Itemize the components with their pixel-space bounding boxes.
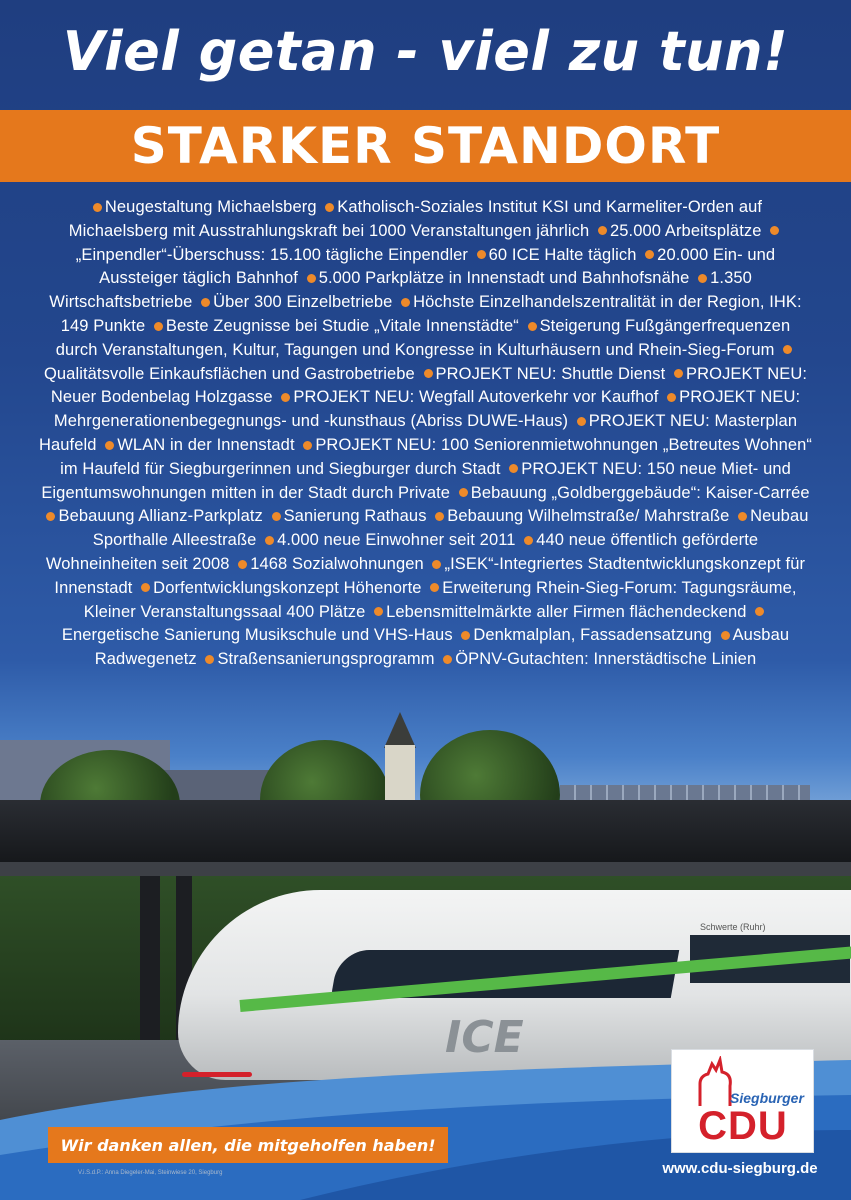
list-item bbox=[268, 507, 427, 525]
orange-bullet-icon bbox=[272, 512, 281, 521]
list-item bbox=[455, 484, 810, 502]
orange-bullet-icon bbox=[154, 322, 163, 331]
list-item-text: Über 300 Einzelbetriebe bbox=[213, 293, 393, 312]
list-item-text: WLAN in der Innenstadt bbox=[117, 435, 295, 454]
orange-bullet-icon bbox=[577, 417, 586, 426]
orange-bullet-icon bbox=[432, 560, 441, 569]
list-item-text: Höchste Einzelhandelszentralität in der Region, IHK: 149 Punkte bbox=[60, 293, 802, 335]
list-item-text: Qualitätsvolle Einkaufsflächen und Gastrobetriebe bbox=[43, 364, 415, 383]
headline: Viel getan - viel zu tun! bbox=[62, 20, 789, 83]
orange-bullet-icon bbox=[303, 441, 312, 450]
achievement-list bbox=[38, 196, 813, 672]
website-url: www.cdu-siegburg.de bbox=[662, 1160, 818, 1177]
list-item-text: Lebensmittelmärkte aller Firmen flächendeckend bbox=[386, 602, 747, 621]
list-item-text: Ausbau Radwegenetz bbox=[94, 626, 790, 669]
list-item-text: 1.350 Wirtschaftsbetriebe bbox=[49, 269, 752, 312]
orange-bullet-icon bbox=[755, 607, 764, 616]
logo-cdu: CDU bbox=[698, 1104, 788, 1148]
list-item bbox=[101, 436, 294, 454]
list-item-text: Erweiterung Rhein-Sieg-Forum: Tagungsräume, Kleiner Veranstaltungssaal 400 Plätze bbox=[83, 578, 797, 621]
orange-bullet-icon bbox=[698, 274, 707, 283]
list-item bbox=[42, 507, 262, 525]
orange-bullet-icon bbox=[424, 369, 433, 378]
cdu-logo bbox=[671, 1049, 814, 1153]
platform-roof bbox=[0, 800, 851, 862]
orange-bullet-icon bbox=[307, 274, 316, 283]
orange-bullet-icon bbox=[435, 512, 444, 521]
list-item-text: ÖPNV-Gutachten: Innerstädtische Linien bbox=[455, 650, 757, 669]
orange-bullet-icon bbox=[443, 655, 452, 664]
list-item bbox=[89, 198, 317, 216]
list-item bbox=[234, 555, 424, 573]
list-item-text: Straßensanierungsprogramm bbox=[217, 650, 435, 669]
list-item bbox=[201, 650, 434, 668]
orange-bullet-icon bbox=[459, 488, 468, 497]
list-item-text: 4.000 neue Einwohner seit 2011 bbox=[277, 531, 516, 550]
list-item-text: Beste Zeugnisse bei Studie „Vitale Innenstädte“ bbox=[165, 316, 519, 335]
list-item-text: 25.000 Arbeitsplätze bbox=[610, 221, 762, 240]
orange-bullet-icon bbox=[738, 512, 747, 521]
orange-bullet-icon bbox=[524, 536, 533, 545]
list-item-text: PROJEKT NEU: 150 neue Miet- und Eigentumswohnungen mitten in der Stadt durch Private bbox=[41, 459, 791, 502]
orange-bullet-icon bbox=[528, 322, 537, 331]
list-item-text: 1468 Sozialwohnungen bbox=[250, 554, 424, 573]
list-item-text: PROJEKT NEU: Masterplan Haufeld bbox=[38, 412, 798, 454]
list-item-text: Steigerung Fußgängerfrequenzen durch Veranstaltungen, Kultur, Tagungen und Kongresse in Kulturhäusern und Rhein-Sieg-Forum bbox=[55, 316, 791, 359]
church-tower-roof bbox=[384, 712, 416, 748]
orange-bullet-icon bbox=[401, 298, 410, 307]
list-item-text: PROJEKT NEU: 100 Seniorenmietwohnungen „Betreutes Wohnen“ im Haufeld für Siegburgerinnen und Siegburger durch Stadt bbox=[60, 435, 813, 478]
orange-bullet-icon bbox=[374, 607, 383, 616]
list-item bbox=[370, 603, 746, 621]
orange-bullet-icon bbox=[598, 226, 607, 235]
list-item-text: Bebauung „Goldberggebäude“: Kaiser-Carrée bbox=[470, 483, 810, 502]
orange-bullet-icon bbox=[721, 631, 730, 640]
logo-siegburger: Siegburger bbox=[730, 1090, 804, 1106]
list-item bbox=[303, 269, 690, 287]
list-item bbox=[420, 365, 666, 383]
list-item bbox=[261, 531, 515, 549]
platform-roof-edge bbox=[0, 862, 851, 876]
list-item-text: PROJEKT NEU: Shuttle Dienst bbox=[435, 364, 666, 383]
title-banner bbox=[0, 110, 851, 182]
list-item-text: 440 neue öffentlich geförderte Wohneinheiten seit 2008 bbox=[45, 531, 759, 573]
train-destination: Schwerte (Ruhr) bbox=[700, 922, 766, 932]
imprint: V.i.S.d.P.: Anna Diegeler-Mai, Steinwiese 20, Siegburg bbox=[78, 1170, 223, 1176]
thanks-banner bbox=[48, 1127, 448, 1163]
list-item bbox=[439, 650, 756, 668]
orange-bullet-icon bbox=[325, 203, 334, 212]
orange-bullet-icon bbox=[477, 250, 486, 259]
list-item-text: „Einpendler“-Überschuss: 15.100 tägliche Einpendler bbox=[75, 245, 468, 264]
orange-bullet-icon bbox=[430, 583, 439, 592]
list-item bbox=[197, 293, 392, 311]
orange-bullet-icon bbox=[205, 655, 214, 664]
list-item bbox=[137, 579, 421, 597]
list-item bbox=[473, 246, 637, 264]
orange-bullet-icon bbox=[93, 203, 102, 212]
banner-title: STARKER STANDORT bbox=[130, 117, 721, 175]
list-item-text: PROJEKT NEU: Mehrgenerationenbegegnungs- und -kunsthaus (Abriss DUWE-Haus) bbox=[53, 388, 801, 431]
list-item bbox=[277, 388, 658, 406]
list-item-text: PROJEKT NEU: Wegfall Autoverkehr vor Kaufhof bbox=[293, 388, 659, 407]
list-item-text: Bebauung Wilhelmstraße/ Mahrstraße bbox=[447, 507, 730, 526]
orange-bullet-icon bbox=[46, 512, 55, 521]
orange-bullet-icon bbox=[674, 369, 683, 378]
list-item-text: Neubau Sporthalle Alleestraße bbox=[92, 507, 809, 550]
list-item-text: 20.000 Ein- und Aussteiger täglich Bahnhof bbox=[99, 245, 776, 288]
list-item-text: Denkmalplan, Fassadensatzung bbox=[473, 626, 712, 645]
orange-bullet-icon bbox=[667, 393, 676, 402]
list-item-text: Sanierung Rathaus bbox=[283, 507, 427, 526]
orange-bullet-icon bbox=[783, 345, 792, 354]
orange-bullet-icon bbox=[201, 298, 210, 307]
orange-bullet-icon bbox=[265, 536, 274, 545]
list-item bbox=[431, 507, 729, 525]
list-item-text: Neugestaltung Michaelsberg bbox=[104, 198, 317, 216]
thanks-text: Wir danken allen, die mitgeholfen haben! bbox=[60, 1135, 436, 1155]
list-item-text: Energetische Sanierung Musikschule und VHS-Haus bbox=[61, 626, 453, 645]
list-item-text: Dorfentwicklungskonzept Höhenorte bbox=[153, 578, 422, 597]
list-item bbox=[150, 317, 519, 335]
list-item-text: PROJEKT NEU: Neuer Bodenbelag Holzgasse bbox=[50, 364, 808, 407]
list-item bbox=[457, 626, 712, 644]
orange-bullet-icon bbox=[141, 583, 150, 592]
list-item-text: Katholisch-Soziales Institut KSI und Karmeliter-Orden auf Michaelsberg mit Ausstrahlungskraft bei 1000 Veranstaltungen jährlich bbox=[68, 198, 763, 240]
orange-bullet-icon bbox=[105, 441, 114, 450]
list-item-text: „ISEK“-Integriertes Stadtentwicklungskonzept für Innenstadt bbox=[54, 554, 806, 597]
orange-bullet-icon bbox=[461, 631, 470, 640]
orange-bullet-icon bbox=[770, 226, 779, 235]
orange-bullet-icon bbox=[509, 464, 518, 473]
train-ice-label: ICE bbox=[445, 1012, 524, 1063]
list-item bbox=[594, 222, 762, 240]
list-item-text: 60 ICE Halte täglich bbox=[488, 245, 637, 264]
list-item-text: 5.000 Parkplätze in Innenstadt und Bahnhofsnähe bbox=[318, 269, 690, 288]
orange-bullet-icon bbox=[238, 560, 247, 569]
orange-bullet-icon bbox=[281, 393, 290, 402]
orange-bullet-icon bbox=[645, 250, 654, 259]
list-item-text: Bebauung Allianz-Parkplatz bbox=[58, 507, 263, 526]
